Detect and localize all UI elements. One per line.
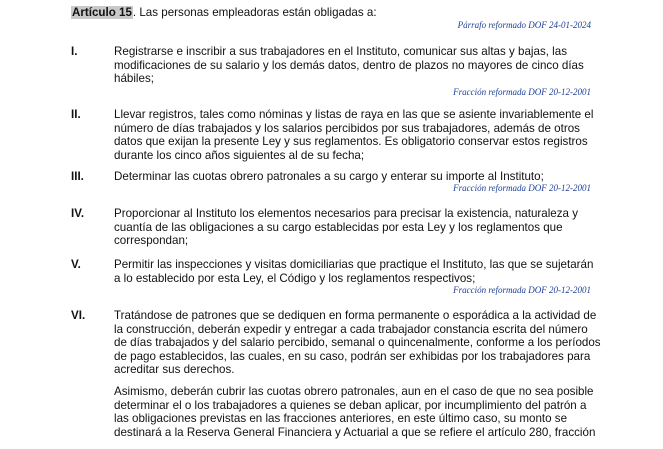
fraction-number: IV. <box>71 207 85 220</box>
fraction-reform-note: Fracción reformada DOF 20-12-2001 <box>453 87 591 97</box>
fraction-number: II. <box>71 108 81 121</box>
text-line: Determinar las cuotas obrero patronales a su cargo y enterar su importe al Instituto; <box>114 170 544 183</box>
text-line: durante los cinco años siguientes al de su fecha; <box>114 148 365 162</box>
fraction-reform-note: Fracción reformada DOF 20-12-2001 <box>453 285 591 295</box>
text-line: determinar el o los trabajadores a quienes se deban aplicar, por incumplimiento del patrón a <box>114 398 587 412</box>
text-line: Llevar registros, tales como nóminas y listas de raya en las que se asiente invariablemente el <box>114 108 594 121</box>
text-line: cuantía de las obligaciones a su cargo establecidas por esta Ley y los reglamentos que <box>114 220 563 234</box>
text-line: Tratándose de patrones que se dediquen en forma permanente o esporádica a la actividad de <box>114 309 597 322</box>
text-line: destinará a la Reserva General Financiera y Actuarial a que se refiere el artículo 280, fracción <box>114 425 596 439</box>
fraction-number: V. <box>71 258 81 271</box>
text-line: la construcción, deberán expedir y entregar a cada trabajador constancia escrita del número <box>114 322 588 336</box>
article-lead: . Las personas empleadoras están obligadas a: <box>132 6 377 19</box>
text-line: de pago establecidos, las cuales, en su caso, podrán ser exhibidas por los trabajadores para <box>114 349 591 363</box>
text-line: número de días trabajados y los salarios percibidos por sus trabajadores, además de otros <box>114 121 580 135</box>
text-line: Registrarse e inscribir a sus trabajadores en el Instituto, comunicar sus altas y bajas, las <box>114 45 568 58</box>
fraction-number: VI. <box>71 309 86 322</box>
text-line: de días trabajados y del salario percibido, semanal o quincenalmente, conforme a los períodos <box>114 336 601 349</box>
fraction-text <box>114 207 589 248</box>
text-line: las obligaciones previstas en las fracciones anteriores, en este último caso, su monto se <box>114 412 568 425</box>
fraction-number: I. <box>71 45 78 58</box>
fraction-reform-note: Fracción reformada DOF 20-12-2001 <box>453 183 591 193</box>
text-line: modificaciones de su salario y los demás datos, dentro de plazos no mayores de cinco días <box>114 58 584 72</box>
text-line: correspondan; <box>114 234 189 247</box>
text-line: datos que exijan la presente Ley y sus reglamentos. Es obligatorio conservar estos registros <box>114 135 588 148</box>
fraction-text <box>114 45 589 86</box>
article-heading <box>71 6 631 20</box>
fraction-text <box>114 309 601 377</box>
article-label: Artículo 15 <box>72 6 132 19</box>
fraction-text <box>114 258 594 285</box>
text-line: Proporcionar al Instituto los elementos necesarios para precisar la existencia, naturaleza y <box>114 207 578 220</box>
text-line: Permitir las inspecciones y visitas domiciliarias que practique el Instituto, las que se sujetarán <box>114 258 594 271</box>
text-line: hábiles; <box>114 72 154 85</box>
article-reform-note: Párrafo reformado DOF 24-01-2024 <box>457 20 591 30</box>
text-line: a lo establecido por esta Ley, el Código y los reglamentos respectivos; <box>114 271 476 285</box>
text-line: acreditar sus derechos. <box>114 363 235 376</box>
fraction-number: III. <box>71 170 84 183</box>
text-line: Asimismo, deberán cubrir las cuotas obrero patronales, aun en el caso de que no sea posible <box>114 385 594 398</box>
fraction-text <box>114 170 589 184</box>
continuation-paragraph <box>114 385 596 439</box>
fraction-text <box>114 108 594 162</box>
